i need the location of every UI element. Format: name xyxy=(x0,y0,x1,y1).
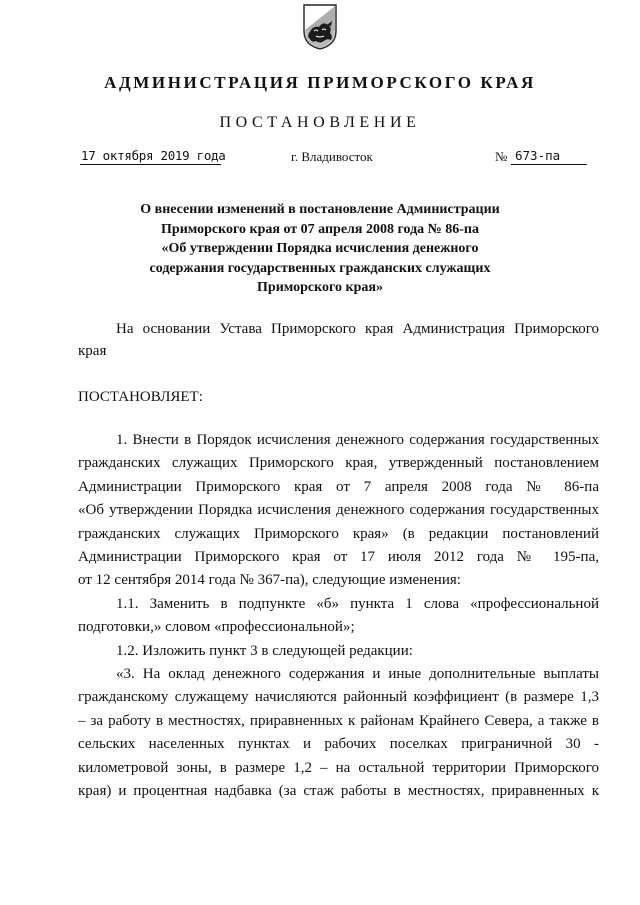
basis-paragraph xyxy=(78,318,599,362)
coat-of-arms-emblem xyxy=(302,3,338,51)
heading-line: Приморского края от 07 апреля 2008 года № 86-па xyxy=(161,221,479,237)
paragraph-line: края xyxy=(78,343,107,359)
heading-line: «Об утверждении Порядка исчисления денежного xyxy=(161,241,479,256)
heading-line: Приморского края» xyxy=(257,280,383,295)
paragraph-line: 1. Внести в Порядок исчисления денежного содержания государственных xyxy=(116,432,599,448)
paragraph-line: «Об утверждении Порядка исчисления денежного содержания государственных xyxy=(78,502,599,519)
paragraph-line: края) и процентная надбавка (за стаж работы в местностях, приравненных к xyxy=(78,783,599,800)
document-city: г. Владивосток xyxy=(291,149,373,164)
paragraph-line: «3. На оклад денежного содержания и иные дополнительные выплаты xyxy=(116,666,599,683)
paragraph-line: 1.2. Изложить пункт 3 в следующей редакции: xyxy=(116,642,413,659)
paragraph-line: гражданскому служащему начисляются районный коэффициент (в размере 1,3 xyxy=(78,689,599,706)
paragraph-line: – за работу в местностях, приравненных к районам Крайнего Севера, а также в xyxy=(78,712,599,729)
number-value: 673-па xyxy=(511,148,587,165)
document-heading xyxy=(120,200,520,298)
paragraph-line: На основании Устава Приморского края Администрация Приморского xyxy=(116,321,599,337)
resolves-heading: ПОСТАНОВЛЯЕТ: xyxy=(78,389,203,405)
document-date: 17 октября 2019 года xyxy=(81,148,226,163)
number-sign: № xyxy=(495,149,508,164)
heading-line: О внесении изменений в постановление Администрации xyxy=(140,202,500,217)
heading-line: содержания государственных гражданских служащих xyxy=(149,260,491,276)
document-type: ПОСТАНОВЛЕНИЕ xyxy=(219,114,421,131)
paragraph-line: 1.1. Заменить в подпункте «б» пункта 1 слова «профессиональной xyxy=(116,595,599,612)
paragraph-line: гражданских служащих Приморского края, утвержденный постановлением xyxy=(78,455,599,472)
document-body xyxy=(78,429,599,804)
document-number xyxy=(495,148,587,165)
paragraph-line: гражданских служащих Приморского края» (в редакции постановлений xyxy=(78,525,599,542)
organization-title: АДМИНИСТРАЦИЯ ПРИМОРСКОГО КРАЯ xyxy=(104,73,536,92)
paragraph-line: Администрации Приморского края от 17 июля 2012 года № 195-па, xyxy=(78,549,599,566)
paragraph-line: подготовки,» словом «профессиональной»; xyxy=(78,619,355,636)
paragraph-line: Администрации Приморского края от 7 апреля 2008 года № 86-па xyxy=(78,478,599,495)
paragraph-line: сельских населенных пунктах и рабочих поселках приграничной 30 - xyxy=(78,736,599,753)
paragraph-line: километровой зоны, в размере 1,2 – на остальной территории Приморского xyxy=(78,759,599,776)
paragraph-line: от 12 сентября 2014 года № 367-па), следующие изменения: xyxy=(78,572,461,589)
